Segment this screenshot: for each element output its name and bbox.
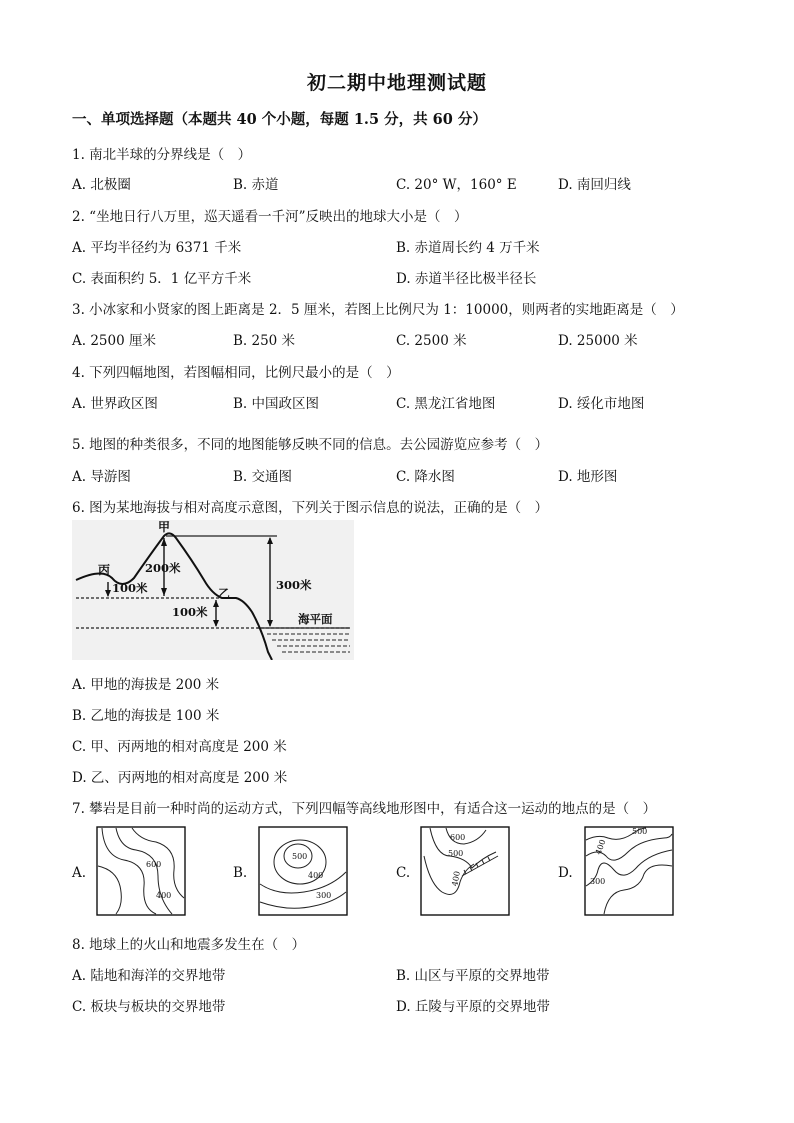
contour-b-label-300: 300 (316, 891, 332, 900)
contour-a-label-600: 600 (146, 860, 162, 869)
q5-option-c: C. 降水图 (396, 469, 455, 485)
q5-option-b: B. 交通图 (233, 469, 293, 485)
q6-option-c: C. 甲、丙两地的相对高度是 200 米 (72, 739, 287, 755)
page-title: 初二期中地理测试题 (306, 72, 487, 94)
question-7-stem: 7. 攀岩是目前一种时尚的运动方式，下列四幅等高线地形图中，有适合这一运动的地点的是（ ） (72, 801, 657, 817)
contour-map-b (258, 826, 348, 916)
contour-d-label-500: 500 (632, 827, 648, 836)
q6-option-b: B. 乙地的海拔是 100 米 (72, 708, 220, 724)
label-sea-level: 海平面 (298, 612, 333, 626)
contour-c-label-400: 400 (450, 870, 462, 887)
elevation-diagram (72, 520, 354, 660)
q2-option-d: D. 赤道半径比极半径长 (396, 271, 537, 287)
q4-option-d: D. 绥化市地图 (558, 396, 645, 412)
q7-option-d: D. (558, 865, 573, 881)
contour-b-label-400: 400 (308, 871, 324, 880)
q5-option-d: D. 地形图 (558, 469, 618, 485)
question-5-stem: 5. 地图的种类很多，不同的地图能够反映不同的信息。去公园游览应参考（ ） (72, 437, 549, 453)
contour-b-label-500: 500 (292, 852, 308, 861)
q2-option-b: B. 赤道周长约 4 万千米 (396, 240, 540, 256)
contour-map-d (584, 826, 674, 916)
q1-option-d: D. 南回归线 (558, 177, 631, 193)
section-title: 一、单项选择题（本题共 40 个小题，每题 1.5 分，共 60 分） (72, 111, 487, 128)
question-6-stem: 6. 图为某地海拔与相对高度示意图，下列关于图示信息的说法，正确的是（ ） (72, 500, 549, 516)
q1-option-b: B. 赤道 (233, 177, 279, 193)
q4-option-b: B. 中国政区图 (233, 396, 320, 412)
q4-option-a: A. 世界政区图 (72, 396, 158, 412)
q4-option-c: C. 黑龙江省地图 (396, 396, 496, 412)
q6-option-a: A. 甲地的海拔是 200 米 (72, 677, 220, 693)
q3-option-a: A. 2500 厘米 (72, 333, 156, 349)
label-300m: 300米 (276, 578, 312, 592)
contour-d-label-400: 400 (593, 838, 608, 856)
q1-option-c: C. 20° W，160° E (396, 177, 517, 193)
label-yi: 乙 (218, 587, 231, 601)
q3-option-c: C. 2500 米 (396, 333, 467, 349)
q8-option-b: B. 山区与平原的交界地带 (396, 968, 550, 984)
question-3-stem: 3. 小冰家和小贤家的图上距离是 2．5 厘米，若图上比例尺为 1：10000，则两者的实地距离是（ ） (72, 302, 684, 318)
contour-a-label-400: 400 (156, 891, 172, 900)
q1-option-a: A. 北极圈 (72, 177, 131, 193)
q3-option-d: D. 25000 米 (558, 333, 638, 349)
contour-d-label-300: 300 (590, 877, 606, 886)
question-4-stem: 4. 下列四幅地图，若图幅相同，比例尺最小的是（ ） (72, 365, 400, 381)
q6-option-d: D. 乙、丙两地的相对高度是 200 米 (72, 770, 288, 786)
q2-option-a: A. 平均半径约为 6371 千米 (72, 240, 242, 256)
question-2-stem: 2. “坐地日行八万里，巡天遥看一千河”反映出的地球大小是（ ） (72, 209, 468, 225)
contour-c-label-600: 600 (450, 833, 466, 842)
label-bing: 丙 (98, 563, 111, 577)
q8-option-d: D. 丘陵与平原的交界地带 (396, 999, 550, 1015)
contour-map-c (420, 826, 510, 916)
question-1-stem: 1. 南北半球的分界线是（ ） (72, 147, 252, 163)
q8-option-a: A. 陆地和海洋的交界地带 (72, 968, 226, 984)
q2-option-c: C. 表面积约 5．1 亿平方千米 (72, 271, 252, 287)
contour-c-label-500: 500 (448, 849, 464, 858)
question-8-stem: 8. 地球上的火山和地震多发生在（ ） (72, 937, 306, 953)
label-200m: 200米 (145, 561, 181, 575)
q7-option-b: B. (233, 865, 248, 881)
q3-option-b: B. 250 米 (233, 333, 296, 349)
q7-option-c: C. (396, 865, 411, 881)
contour-map-a (96, 826, 186, 916)
label-100m-mid: 100米 (172, 605, 208, 619)
label-jia: 甲 (158, 520, 171, 534)
label-100m-left: 100米 (112, 581, 148, 595)
q5-option-a: A. 导游图 (72, 469, 131, 485)
q8-option-c: C. 板块与板块的交界地带 (72, 999, 226, 1015)
q7-option-a: A. (72, 865, 87, 881)
